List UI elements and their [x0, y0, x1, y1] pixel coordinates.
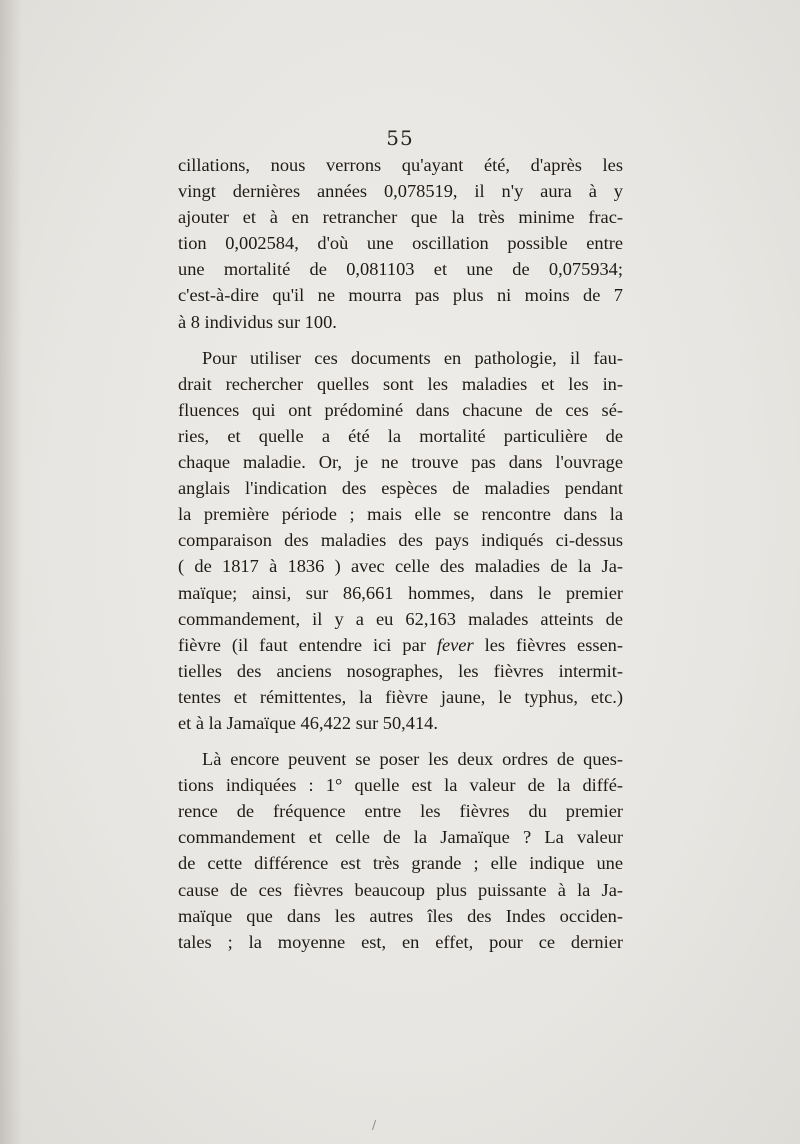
text-line: ( de 1817 à 1836 ) avec celle des maladies de la Ja-: [178, 556, 623, 577]
fever-italic-term: fever: [436, 634, 474, 655]
fever-line-before: fièvre (il faut entendre ici par: [178, 634, 437, 655]
text-line: maïque; ainsi, sur 86,661 hommes, dans le premier: [178, 582, 623, 603]
text-line: tentes et rémittentes, la fièvre jaune, le typhus, etc.): [178, 686, 623, 707]
text-line: c'est-à-dire qu'il ne mourra pas plus ni moins de 7: [178, 285, 623, 306]
text-line: tion 0,002584, d'où une oscillation possible entre: [178, 233, 623, 254]
text-line: commandement et celle de la Jamaïque ? La valeur: [178, 827, 623, 848]
paragraph-2: [178, 345, 623, 736]
text-line: tales ; la moyenne est, en effet, pour ce dernier: [178, 931, 623, 952]
text-line: une mortalité de 0,081103 et une de 0,075934;: [178, 259, 623, 280]
text-line: Là encore peuvent se poser les deux ordres de ques-: [202, 749, 623, 770]
paragraph-3: [178, 746, 623, 955]
text-line: rence de fréquence entre les fièvres du premier: [178, 801, 623, 822]
footer-mark: /: [372, 1118, 377, 1132]
text-line-fever: [178, 632, 623, 658]
text-line: comparaison des maladies des pays indiqués ci-dessus: [178, 530, 623, 551]
text-line: maïque que dans les autres îles des Indes occiden-: [178, 905, 623, 926]
text-line: ries, et quelle a été la mortalité particulière de: [178, 425, 623, 446]
text-line: tions indiquées : 1° quelle est la valeur de la diffé-: [178, 775, 623, 796]
text-line: de cette différence est très grande ; elle indique une: [178, 853, 623, 874]
text-line: drait rechercher quelles sont les maladies et les in-: [178, 373, 623, 394]
text-line: à 8 individus sur 100.: [178, 311, 337, 332]
text-line: ajouter et à en retrancher que la très minime frac-: [178, 207, 623, 228]
body-text: [178, 152, 623, 955]
text-line: fluences qui ont prédominé dans chacune de ces sé-: [178, 399, 623, 420]
text-line: cillations, nous verrons qu'ayant été, d'après les: [178, 155, 623, 175]
text-line: anglais l'indication des espèces de maladies pendant: [178, 478, 623, 499]
text-line: et à la Jamaïque 46,422 sur 50,414.: [178, 712, 438, 733]
paragraph-1: [178, 152, 623, 335]
text-line: tielles des anciens nosographes, les fièvres intermit-: [178, 660, 623, 681]
page-number: 55: [386, 126, 414, 150]
text-line: chaque maladie. Or, je ne trouve pas dans l'ouvrage: [178, 452, 623, 473]
text-line: cause de ces fièvres beaucoup plus puissante à la Ja-: [178, 879, 623, 900]
fever-line-after: les fièvres essen-: [473, 634, 624, 655]
text-line: la première période ; mais elle se rencontre dans la: [178, 504, 623, 525]
text-line: vingt dernières années 0,078519, il n'y aura à y: [178, 181, 623, 202]
text-line: Pour utiliser ces documents en pathologie, il fau-: [202, 347, 623, 368]
spine-shadow: [0, 0, 22, 1144]
text-line: commandement, il y a eu 62,163 malades atteints de: [178, 608, 623, 629]
